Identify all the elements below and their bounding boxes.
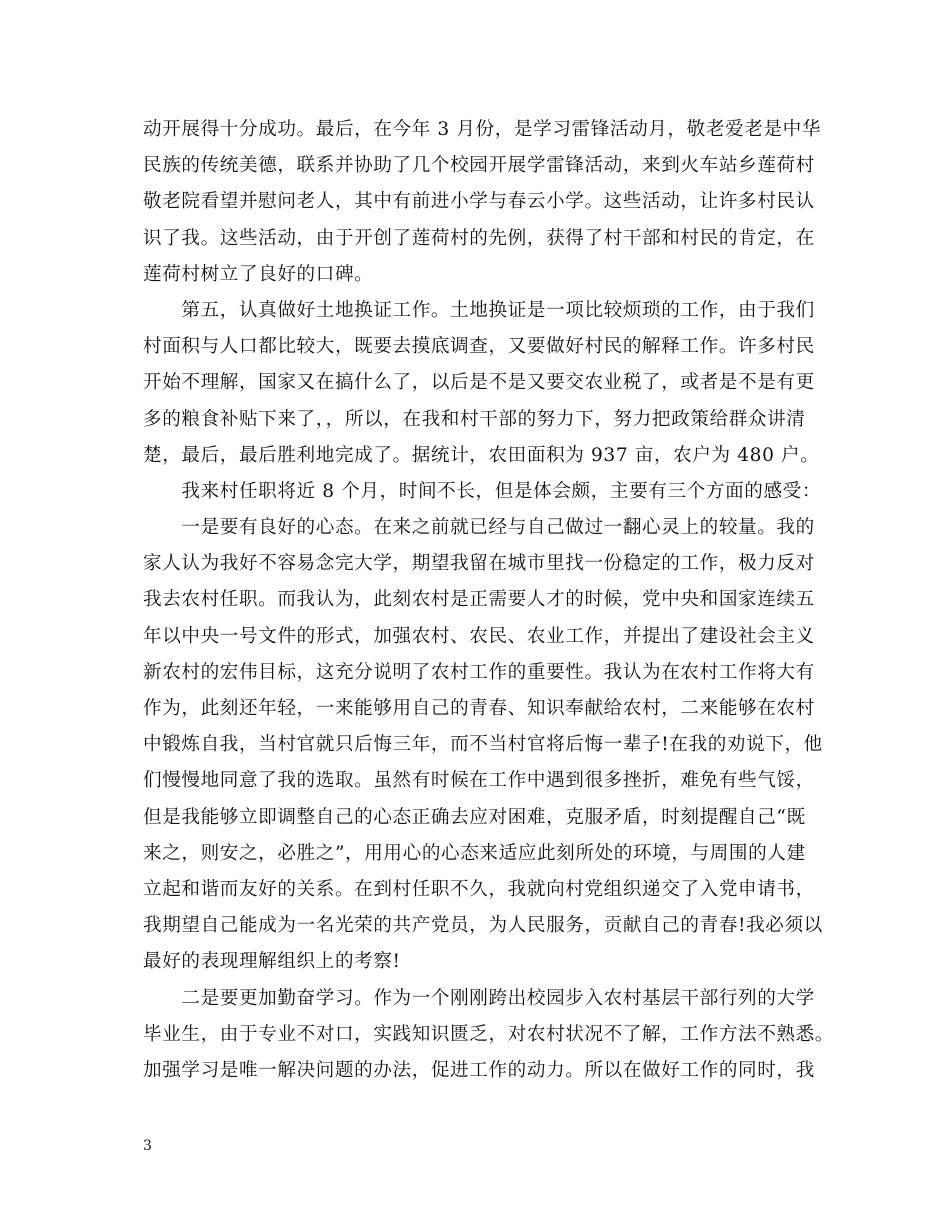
text-line: 家人认为我好不容易念完大学，期望我留在城市里找一份稳定的工作，极力反对 [143,553,815,575]
page-number: 3 [143,1138,152,1154]
text-line: 敬老院看望并慰问老人，其中有前进小学与春云小学。这些活动，让许多村民认 [143,191,815,213]
text-line: 村面积与人口都比较大，既要去摸底调查，又要做好村民的解释工作。许多村民 [143,336,815,358]
text-line: 民族的传统美德，联系并协助了几个校园开展学雷锋活动，来到火车站乡莲荷村 [143,155,815,177]
text-line: 我去农村任职。而我认为，此刻农村是正需要人才的时候，党中央和国家连续五 [143,589,815,611]
text-line: 新农村的宏伟目标，这充分说明了农村工作的重要性。我认为在农村工作将大有 [143,661,815,683]
text-line: 我期望自己能成为一名光荣的共产党员，为人民服务，贡献自己的青春!我必须以 [143,915,823,937]
text-line: 年以中央一号文件的形式，加强农村、农民、农业工作，并提出了建设社会主义 [143,625,815,647]
text-line: 第五，认真做好土地换证工作。土地换证是一项比较烦琐的工作，由于我们 [143,299,815,321]
text-line: 识了我。这些活动，由于开创了莲荷村的先例，获得了村干部和村民的肯定，在 [143,227,815,249]
text-line: 开始不理解，国家又在搞什么了，以后是不是又要交农业税了，或者是不是有更 [143,372,815,394]
text-line: 最好的表现理解组织上的考察! [143,951,401,973]
text-line: 我来村任职将近 8 个月，时间不长，但是体会颇，主要有三个方面的感受： [143,480,822,502]
text-line: 加强学习是唯一解决问题的办法，促进工作的动力。所以在做好工作的同时，我 [143,1059,815,1081]
text-line: 作为，此刻还年轻，一来能够用自己的青春、知识奉献给农村，二来能够在农村 [143,698,815,719]
text-line: 来之，则安之，必胜之”，用用心的心态来适应此刻所处的环境，与周围的人建 [143,842,806,864]
text-line: 毕业生，由于专业不对口，实践知识匮乏，对农村状况不了解，工作方法不熟悉。 [143,1023,834,1045]
text-line: 动开展得十分成功。最后，在今年 3 月份，是学习雷锋活动月，敬老爱老是中华 [143,119,822,140]
text-line: 们慢慢地同意了我的选取。虽然有时候在工作中遇到很多挫折，难免有些气馁， [143,770,815,792]
document-body [143,112,834,1089]
text-line: 二是要更加勤奋学习。作为一个刚刚跨出校园步入农村基层干部行列的大学 [143,987,815,1009]
text-line: 一是要有良好的心态。在来之前就已经与自己做过一翻心灵上的较量。我的 [143,517,815,539]
text-line: 立起和谐而友好的关系。在到村任职不久，我就向村党组织递交了入党申请书， [143,878,815,900]
text-line: 莲荷村树立了良好的口碑。 [143,263,374,285]
text-line: 中锻炼自我，当村官就只后悔三年，而不当村官将后悔一辈子!在我的劝说下，他 [143,734,823,756]
text-line: 但是我能够立即调整自己的心态正确去应对困难，克服矛盾，时刻提醒自己“既 [143,806,806,828]
text-line: 多的粮食补贴下来了，，所以，在我和村干部的努力下，努力把政策给群众讲清 [143,408,806,430]
text-line: 楚，最后，最后胜利地完成了。据统计，农田面积为 937 亩，农户为 480 户。 [143,444,820,466]
